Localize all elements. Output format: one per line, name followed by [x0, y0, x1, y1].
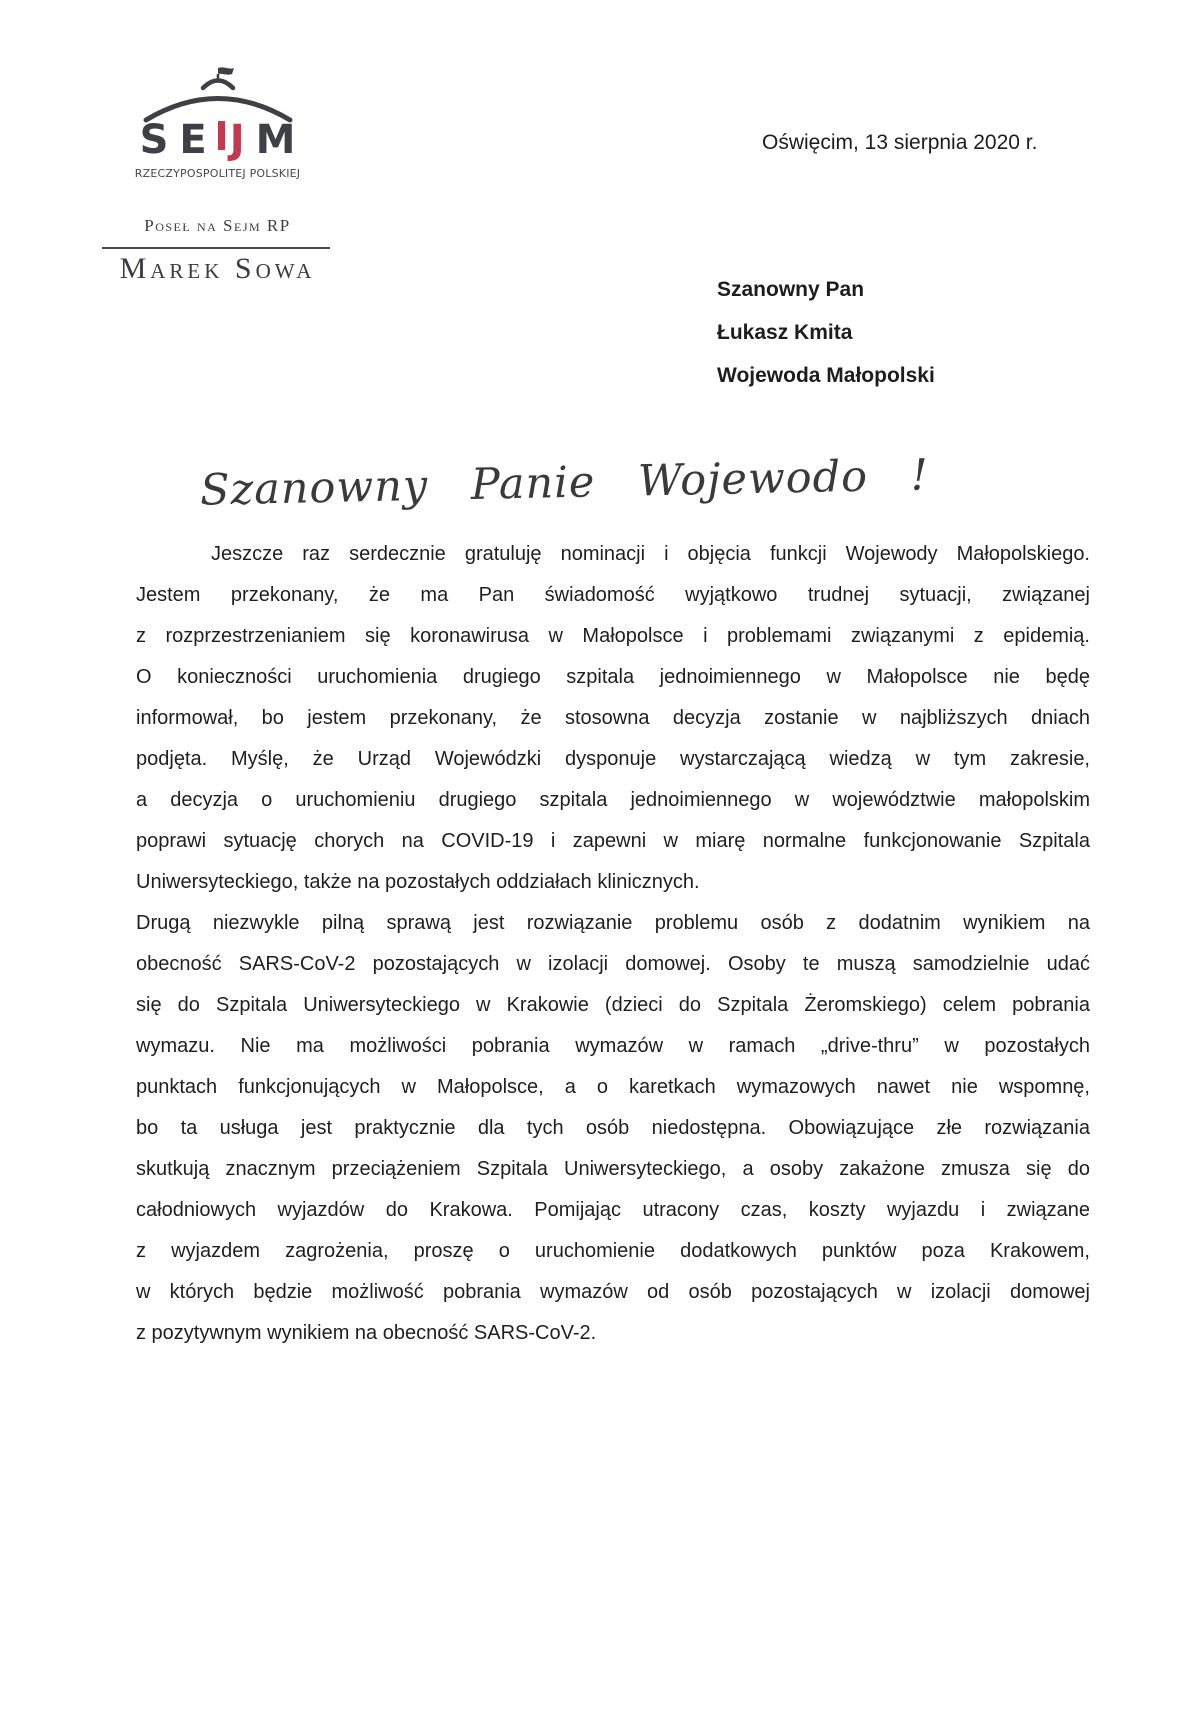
sejm-letter-e: E	[179, 117, 207, 163]
sender-name: Marek Sowa	[119, 252, 316, 285]
body-line: obecność SARS-CoV-2 pozostających w izolacji domowej. Osoby te muszą samodzielnie udać	[136, 953, 1090, 975]
body-line: O konieczności uruchomienia drugiego szpitala jednoimiennego w Małopolsce nie będę	[136, 666, 1090, 688]
letter-body	[136, 534, 1090, 1354]
body-line: z pozytywnym wynikiem na obecność SARS-CoV-2.	[136, 1322, 597, 1344]
body-line: z wyjazdem zagrożenia, proszę o uruchomienie dodatkowych punktów poza Krakowem,	[136, 1240, 1090, 1262]
body-line: Drugą niezwykle pilną sprawą jest rozwiązanie problemu osób z dodatnim wynikiem na	[136, 912, 1090, 934]
recipient-name: Łukasz Kmita	[717, 321, 853, 344]
paragraph	[136, 903, 1090, 1354]
body-line: podjęta. Myślę, że Urząd Wojewódzki dysponuje wystarczającą wiedzą w tym zakresie,	[136, 748, 1090, 770]
recipient-salutation: Szanowny Pan	[717, 278, 865, 301]
body-line: punktach funkcjonujących w Małopolsce, a o karetkach wymazowych nawet nie wspomnę,	[136, 1076, 1090, 1098]
sejm-letter-s: S	[139, 117, 169, 163]
body-line: poprawi sytuację chorych na COVID-19 i zapewni w miarę normalne funkcjonowanie Szpitala	[136, 830, 1090, 852]
body-line: a decyzja o uruchomieniu drugiego szpitala jednoimiennego w województwie małopolskim	[136, 789, 1090, 811]
body-line: się do Szpitala Uniwersyteckiego w Krakowie (dzieci do Szpitala Żeromskiego) celem pobrania	[136, 994, 1090, 1016]
recipient-title: Wojewoda Małopolski	[717, 364, 935, 387]
body-line: w których będzie możliwość pobrania wymazów od osób pozostających w izolacji domowej	[136, 1281, 1090, 1303]
body-line: skutkują znacznym przeciążeniem Szpitala Uniwersyteckiego, a osoby zakażone zmusza się do	[136, 1158, 1090, 1180]
handwritten-greeting: Szanowny Panie Wojewodo !	[199, 450, 930, 516]
body-line: Jeszcze raz serdecznie gratuluję nominacji i objęcia funkcji Wojewody Małopolskiego.	[211, 543, 1090, 565]
letterhead-divider	[102, 247, 330, 249]
paragraph	[136, 534, 1090, 903]
sejm-letterhead	[95, 66, 340, 180]
sender-role: Poseł na Sejm RP	[144, 216, 291, 235]
sejm-logo-wordmark	[95, 117, 340, 163]
sejm-letter-m: M	[255, 117, 296, 163]
body-line: Uniwersyteckiego, także na pozostałych oddziałach klinicznych.	[136, 871, 700, 893]
body-line: Jestem przekonany, że ma Pan świadomość wyjątkowo trudnej sytuacji, związanej	[136, 584, 1090, 606]
body-line: wymazu. Nie ma możliwości pobrania wymazów w ramach „drive-thru” w pozostałych	[136, 1035, 1090, 1057]
body-line: z rozprzestrzenianiem się koronawirusa w Małopolsce i problemami związanymi z epidemią.	[136, 625, 1090, 647]
dateline: Oświęcim, 13 sierpnia 2020 r.	[762, 131, 1038, 154]
sejm-logo-subtitle: RZECZYPOSPOLITEJ POLSKIEJ	[134, 167, 301, 180]
sejm-red-bar	[218, 121, 225, 150]
recipient-block	[717, 268, 935, 397]
body-line: bo ta usługa jest praktycznie dla tych osób niedostępna. Obowiązujące złe rozwiązania	[136, 1117, 1090, 1139]
sejm-letter-j: J	[229, 117, 245, 163]
body-line: informował, bo jestem przekonany, że stosowna decyzja zostanie w najbliższych dniach	[136, 707, 1090, 729]
sejm-dome-icon	[143, 66, 293, 124]
body-line: całodniowych wyjazdów do Krakowa. Pomijając utracony czas, koszty wyjazdu i związane	[136, 1199, 1090, 1221]
